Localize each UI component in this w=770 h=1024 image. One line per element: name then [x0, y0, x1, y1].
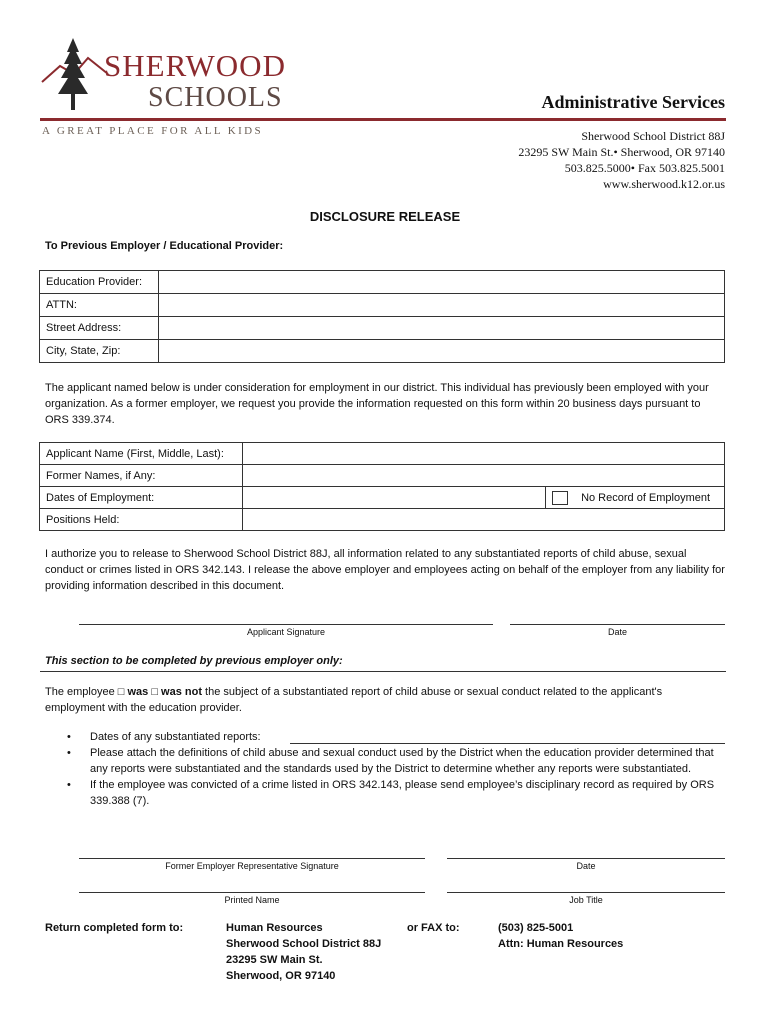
address-line: 503.825.5000• Fax 503.825.5001 — [564, 161, 725, 175]
district-address — [518, 128, 725, 192]
rep-signature-line[interactable] — [79, 858, 425, 859]
was-not-option[interactable]: □ was not — [151, 686, 202, 698]
no-record-label: No Record of Employment — [581, 491, 711, 504]
list-item — [45, 777, 725, 809]
attn-label: ATTN: — [40, 294, 159, 317]
street-address-input[interactable] — [159, 317, 725, 340]
intro-paragraph: The applicant named below is under consideration for employment in our district. This individual has previously been employed with your organization. As a former employer, we request you provide the information requested on this form within 20 business days pursuant to ORS 339.374. — [45, 382, 709, 426]
no-record-cell — [546, 487, 725, 509]
logo-sherwood: SHERWOOD — [104, 48, 286, 83]
dates-of-employment-label: Dates of Employment: — [40, 487, 243, 509]
return-address — [226, 920, 381, 984]
education-provider-label: Education Provider: — [40, 271, 159, 294]
former-names-input[interactable] — [243, 465, 725, 487]
return-label: Return completed form to: — [45, 922, 184, 934]
statement-suffix: the subject of a substantiated report of child abuse or sexual conduct related to the applicant's employment with the education provider. — [45, 686, 663, 714]
attn-input[interactable] — [159, 294, 725, 317]
bullet-text: Dates of any substantiated reports: — [90, 731, 261, 743]
address-line: 23295 SW Main St.• Sherwood, OR 97140 — [518, 145, 725, 159]
district-logo — [40, 34, 300, 116]
section-note: This section to be completed by previous employer only: — [45, 655, 343, 667]
bullet-icon: • — [67, 779, 71, 791]
list-item — [45, 745, 725, 777]
applicant-signature-caption: Applicant Signature — [246, 627, 326, 637]
rep-date-line[interactable] — [447, 858, 725, 859]
job-title-caption: Job Title — [569, 895, 603, 905]
bullet-icon: • — [67, 747, 71, 759]
positions-held-label: Positions Held: — [40, 509, 243, 531]
fax-number: (503) 825-5001 — [498, 922, 574, 934]
applicant-table — [39, 442, 725, 531]
applicant-date-caption: Date — [607, 627, 627, 637]
authorization-paragraph: I authorize you to release to Sherwood School District 88J, all information related to any substantiated reports of child abuse, sexual conduct or crimes listed in ORS 342.143. I release the above employer and employees acting on behalf of the employer from any liability for providing information described in this document. — [45, 548, 725, 592]
report-dates-line[interactable] — [290, 743, 725, 744]
fax-attn: Attn: Human Resources — [498, 938, 624, 950]
statement-prefix: The employee — [45, 686, 118, 698]
return-address-line: 23295 SW Main St. — [226, 954, 323, 966]
city-state-zip-label: City, State, Zip: — [40, 340, 159, 363]
former-names-label: Former Names, if Any: — [40, 465, 243, 487]
employer-heading: To Previous Employer / Educational Provider: — [45, 240, 284, 252]
positions-held-input[interactable] — [243, 509, 725, 531]
department-title: Administrative Services — [541, 92, 725, 112]
header-divider — [40, 118, 726, 121]
bullet-icon: • — [67, 731, 71, 743]
instructions-list — [45, 729, 725, 809]
applicant-date-line[interactable] — [510, 624, 725, 625]
city-state-zip-input[interactable] — [159, 340, 725, 363]
job-title-line[interactable] — [447, 892, 725, 893]
employee-statement — [45, 684, 725, 716]
no-record-checkbox[interactable] — [552, 491, 568, 505]
return-address-line: Sherwood, OR 97140 — [226, 970, 336, 982]
applicant-name-input[interactable] — [243, 443, 725, 465]
applicant-signature-line[interactable] — [79, 624, 493, 625]
section-note-underline — [40, 671, 726, 672]
fax-info — [498, 920, 623, 952]
logo-schools: SCHOOLS — [148, 82, 283, 113]
return-address-line: Human Resources — [226, 922, 323, 934]
return-address-line: Sherwood School District 88J — [226, 938, 382, 950]
dates-of-employment-input[interactable] — [243, 487, 546, 509]
was-option[interactable]: □ was — [117, 686, 149, 698]
education-provider-input[interactable] — [159, 271, 725, 294]
bullet-text: Please attach the definitions of child abuse and sexual conduct used by the District when the education provider determined that any reports were substantiated and the standards used by the District to determine whether any reports were substantiated. — [90, 747, 714, 775]
applicant-name-label: Applicant Name (First, Middle, Last): — [40, 443, 243, 465]
employer-table — [39, 270, 725, 363]
page-title: DISCLOSURE RELEASE — [309, 209, 461, 224]
address-line: Sherwood School District 88J — [581, 129, 725, 143]
fax-label: or FAX to: — [407, 922, 460, 934]
tagline: A GREAT PLACE FOR ALL KIDS — [42, 125, 264, 137]
rep-date-caption: Date — [576, 861, 596, 871]
printed-name-caption: Printed Name — [224, 895, 280, 905]
street-address-label: Street Address: — [40, 317, 159, 340]
tree-icon — [40, 34, 110, 114]
printed-name-line[interactable] — [79, 892, 425, 893]
bullet-text: If the employee was convicted of a crime listed in ORS 342.143, please send employee’s disciplinary record as required by ORS 339.388 (7). — [90, 779, 715, 807]
rep-signature-caption: Former Employer Representative Signature — [165, 861, 339, 871]
website-link[interactable]: www.sherwood.k12.or.us — [603, 177, 725, 191]
